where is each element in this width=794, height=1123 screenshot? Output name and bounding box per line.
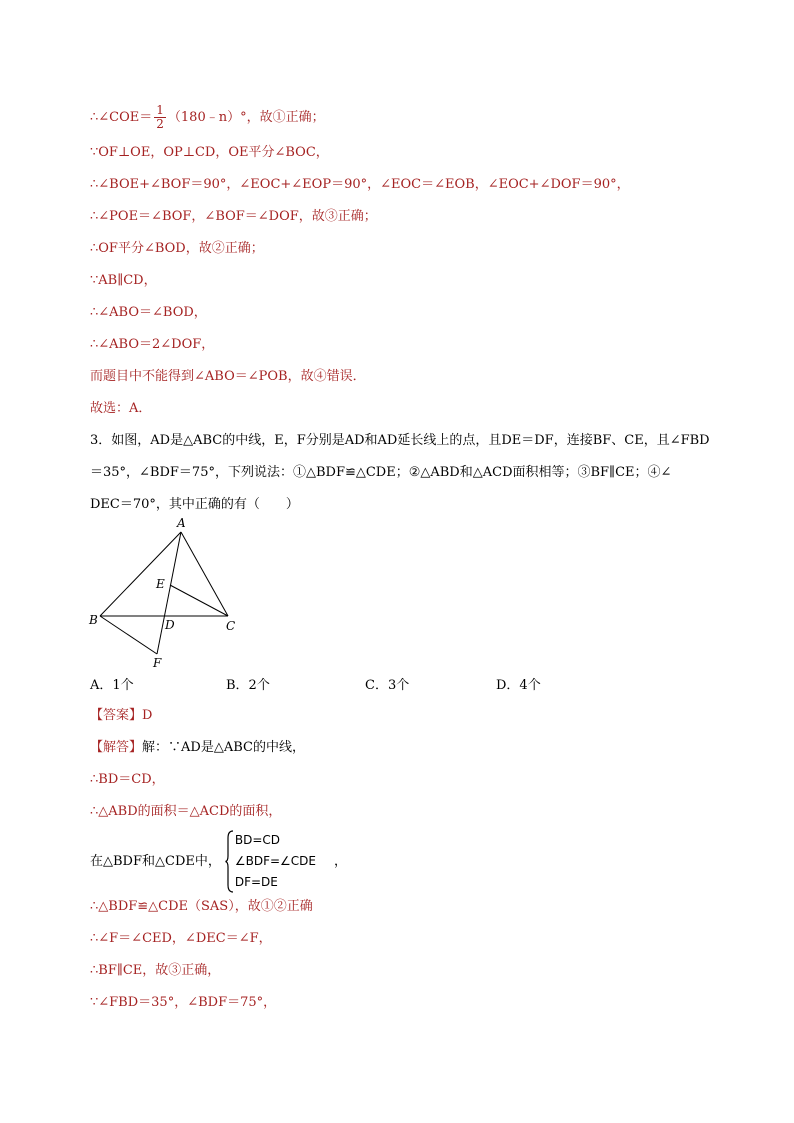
solution-intro: 解：∵AD是△ABC的中线， (142, 740, 305, 755)
answer-tag: 【答案】 (90, 708, 143, 723)
answer-line (90, 706, 152, 726)
system-eq-2: ∠BDF=∠CDE (234, 854, 317, 868)
label-f: F (153, 656, 162, 670)
solution-tag: 【解答】 (90, 740, 143, 755)
line-10: 故选：A． (90, 401, 152, 416)
label-a: A (177, 516, 186, 530)
line-3: ∴∠BOE+∠BOF＝90°，∠EOC+∠EOP＝90°，∠EOC＝∠EOB，∠EOC+∠DOF＝90°， (90, 177, 630, 192)
system-eq-3: DF=DE (234, 875, 278, 889)
solution-line-4 (90, 830, 347, 894)
segment-ab (100, 532, 181, 616)
solution-in-triangles: 在△BDF和△CDE中， (90, 854, 221, 869)
fraction-half (154, 104, 166, 131)
solution-line-7: ∴BF∥CE，故③正确， (90, 963, 221, 978)
question-line-1: 3．如图，AD是△ABC的中线，E，F分别是AD和AD延长线上的点，且DE＝DF，连接BF、CE，且∠FBD (90, 433, 710, 448)
solution-line-5: ∴△BDF≌△CDE（SAS），故①②正确 (90, 899, 313, 914)
segment-bf (100, 616, 157, 654)
option-a: A．1个 (90, 678, 134, 693)
line-coe-prefix: ∴∠COE＝ (90, 110, 153, 125)
label-c: C (226, 619, 236, 633)
line-7: ∴∠ABO＝∠BOD， (90, 305, 207, 320)
segment-af (157, 532, 181, 654)
label-b: B (89, 613, 98, 627)
label-e: E (156, 577, 165, 591)
line-5: ∴OF平分∠BOD，故②正确； (90, 241, 264, 256)
fraction-numerator: 1 (156, 103, 164, 117)
line-6: ∵AB∥CD， (90, 273, 157, 288)
line-coe (90, 104, 325, 131)
question-line-2: ＝35°，∠BDF＝75°，下列说法：①△BDF≌△CDE；②△ABD和△ACD面积相等；③BF∥CE；④∠ (90, 465, 672, 480)
line-2: ∵OF⊥OE，OP⊥CD，OE平分∠BOC， (90, 145, 329, 160)
fraction-denominator: 2 (156, 117, 164, 131)
line-coe-suffix: （180﹣n）°，故①正确； (167, 110, 325, 125)
system-eq-1: BD=CD (234, 833, 281, 847)
solution-line-2: ∴BD＝CD， (90, 772, 165, 787)
equation-system (225, 830, 316, 893)
answer-value: D (142, 708, 153, 723)
solution-line-8: ∵∠FBD＝35°，∠BDF＝75°， (90, 995, 277, 1010)
system-comma: ， (334, 854, 348, 869)
line-4: ∴∠POE＝∠BOF，∠BOF＝∠DOF，故③正确； (90, 209, 377, 224)
question-line-3: DEC＝70°，其中正确的有（ ） (90, 497, 299, 512)
label-d: D (165, 618, 175, 632)
solution-line-3: ∴△ABD的面积＝△ACD的面积， (90, 804, 282, 819)
option-b: B．2个 (226, 678, 270, 693)
triangle-figure (84, 512, 244, 672)
solution-line-6: ∴∠F＝∠CED，∠DEC＝∠F， (90, 931, 272, 946)
brace-icon (225, 830, 235, 893)
solution-line-1 (90, 738, 305, 758)
option-d: D．4个 (496, 678, 541, 693)
line-8: ∴∠ABO＝2∠DOF， (90, 337, 215, 352)
line-9: 而题目中不能得到∠ABO＝∠POB，故④错误． (90, 369, 366, 384)
option-c: C．3个 (365, 678, 410, 693)
